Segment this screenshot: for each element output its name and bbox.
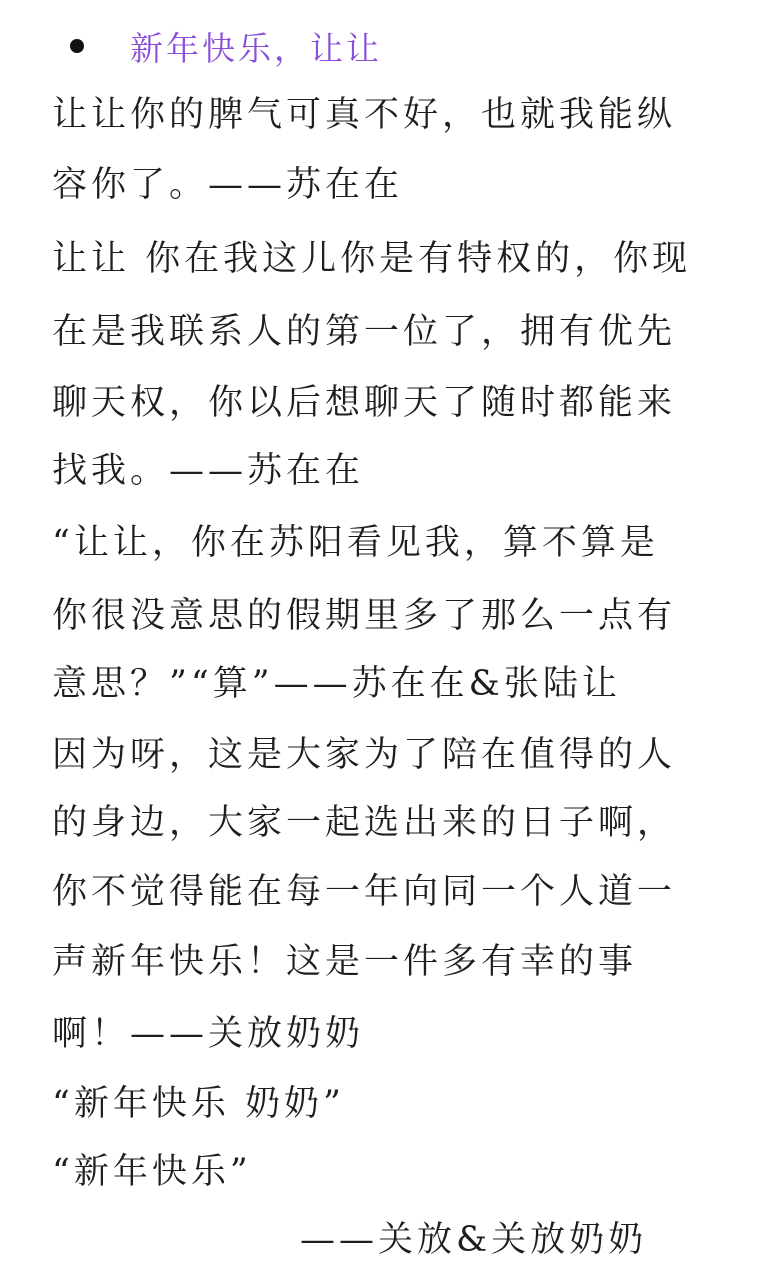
text-line: “新年快乐 奶奶” (52, 1084, 345, 1124)
text-line: 你不觉得能在每一年向同一个人道一 (52, 872, 677, 912)
heading-title: 新年快乐，让让 (130, 28, 382, 68)
text-line: 让让你的脾气可真不好，也就我能纵 (52, 95, 677, 135)
text-line: 在是我联系人的第一位了，拥有优先 (52, 312, 677, 352)
signature-line: ——关放&关放奶奶 (300, 1220, 648, 1260)
text-line: 的身边，大家一起选出来的日子啊， (52, 803, 677, 843)
text-line: 啊！——关放奶奶 (52, 1014, 365, 1054)
text-line: “让让，你在苏阳看见我，算不算是 (52, 523, 659, 563)
text-line: 因为呀，这是大家为了陪在值得的人 (52, 735, 677, 775)
text-line: 声新年快乐！这是一件多有幸的事 (52, 942, 638, 982)
text-line: 找我。——苏在在 (52, 451, 365, 491)
bullet-dot-icon (70, 39, 84, 53)
text-line: 你很没意思的假期里多了那么一点有 (52, 596, 677, 636)
text-line: 意思？”“算”——苏在在&张陆让 (52, 664, 621, 704)
text-line: 让让 你在我这儿你是有特权的，你现 (52, 239, 692, 279)
text-line: “新年快乐” (52, 1152, 252, 1192)
text-line: 聊天权，你以后想聊天了随时都能来 (52, 383, 677, 423)
list-heading (70, 18, 382, 74)
text-line: 容你了。——苏在在 (52, 165, 404, 205)
